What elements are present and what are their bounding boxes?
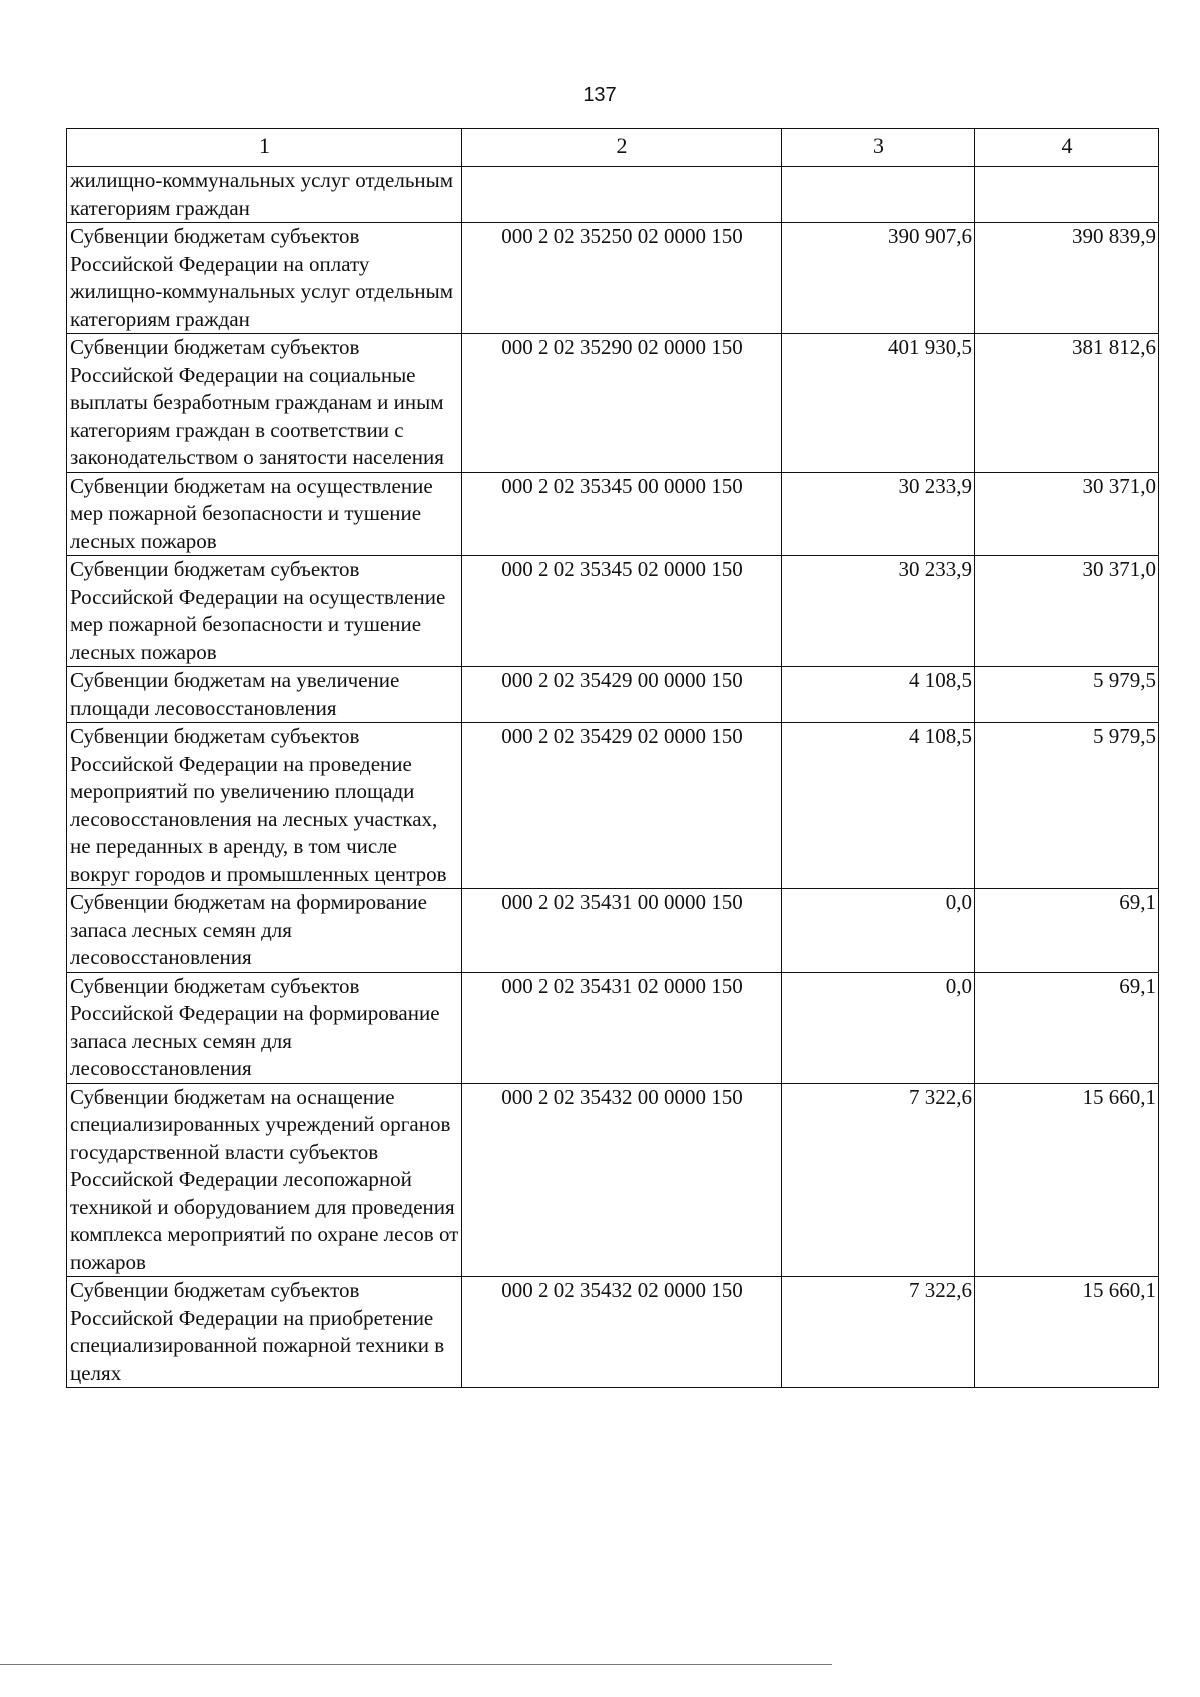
row-col3-cell: 4 108,5 [782, 667, 975, 723]
row-name-cell: Субвенции бюджетам на оснащение специализированных учреждений органов государственной власти субъектов Российской Федерации лесопожарной техникой и оборудованием для проведения комплекса мероприятий по охране лесов от пожаров [67, 1083, 462, 1277]
row-name-cell: Субвенции бюджетам субъектов Российской Федерации на формирование запаса лесных семян для лесовосстановления [67, 972, 462, 1083]
row-code-cell: 000 2 02 35431 02 0000 150 [462, 972, 782, 1083]
table-row [67, 1277, 1159, 1388]
column-header-4: 4 [975, 129, 1159, 167]
row-col4-cell: 15 660,1 [975, 1277, 1159, 1388]
row-name-cell: Субвенции бюджетам на увеличение площади лесовосстановления [67, 667, 462, 723]
table-row [67, 223, 1159, 334]
row-col4-cell: 69,1 [975, 972, 1159, 1083]
row-code-cell: 000 2 02 35250 02 0000 150 [462, 223, 782, 334]
row-col4-cell: 381 812,6 [975, 334, 1159, 473]
row-name-cell: Субвенции бюджетам субъектов Российской Федерации на осуществление мер пожарной безопасности и тушение лесных пожаров [67, 556, 462, 667]
row-col3-cell: 401 930,5 [782, 334, 975, 473]
row-code-cell: 000 2 02 35429 00 0000 150 [462, 667, 782, 723]
row-name-cell: Субвенции бюджетам субъектов Российской Федерации на оплату жилищно-коммунальных услуг отдельным категориям граждан [67, 223, 462, 334]
row-code-cell: 000 2 02 35432 00 0000 150 [462, 1083, 782, 1277]
budget-table [66, 128, 1159, 1388]
row-col3-cell: 390 907,6 [782, 223, 975, 334]
header-row [67, 129, 1159, 167]
column-header-3: 3 [782, 129, 975, 167]
row-name-cell: Субвенции бюджетам на формирование запаса лесных семян для лесовосстановления [67, 889, 462, 973]
row-name-cell: Субвенции бюджетам на осуществление мер пожарной безопасности и тушение лесных пожаров [67, 472, 462, 556]
row-code-cell: 000 2 02 35290 02 0000 150 [462, 334, 782, 473]
row-col4-cell [975, 167, 1159, 223]
row-col3-cell: 4 108,5 [782, 723, 975, 889]
row-name-cell: Субвенции бюджетам субъектов Российской Федерации на приобретение специализированной пожарной техники в целях [67, 1277, 462, 1388]
row-col3-cell: 0,0 [782, 972, 975, 1083]
page-number: 137 [583, 84, 617, 106]
row-col3-cell: 30 233,9 [782, 556, 975, 667]
row-col3-cell: 0,0 [782, 889, 975, 973]
row-col4-cell: 30 371,0 [975, 556, 1159, 667]
row-code-cell: 000 2 02 35345 02 0000 150 [462, 556, 782, 667]
table-row [67, 667, 1159, 723]
row-col4-cell: 69,1 [975, 889, 1159, 973]
row-col4-cell: 390 839,9 [975, 223, 1159, 334]
row-col3-cell: 30 233,9 [782, 472, 975, 556]
table-row [67, 723, 1159, 889]
row-code-cell: 000 2 02 35345 00 0000 150 [462, 472, 782, 556]
table-row [67, 167, 1159, 223]
footer-divider [0, 1664, 832, 1665]
row-code-cell: 000 2 02 35431 00 0000 150 [462, 889, 782, 973]
row-col4-cell: 5 979,5 [975, 723, 1159, 889]
table-row [67, 972, 1159, 1083]
row-code-cell: 000 2 02 35432 02 0000 150 [462, 1277, 782, 1388]
row-name-cell: жилищно-коммунальных услуг отдельным категориям граждан [67, 167, 462, 223]
row-col4-cell: 5 979,5 [975, 667, 1159, 723]
row-col3-cell: 7 322,6 [782, 1277, 975, 1388]
row-col3-cell: 7 322,6 [782, 1083, 975, 1277]
row-name-cell: Субвенции бюджетам субъектов Российской Федерации на проведение мероприятий по увеличению площади лесовосстановления на лесных участках, не переданных в аренду, в том числе вокруг городов и промышленных центров [67, 723, 462, 889]
column-header-2: 2 [462, 129, 782, 167]
row-code-cell [462, 167, 782, 223]
table-row [67, 889, 1159, 973]
row-col3-cell [782, 167, 975, 223]
table-row [67, 1083, 1159, 1277]
column-header-1: 1 [67, 129, 462, 167]
table-row [67, 472, 1159, 556]
row-name-cell: Субвенции бюджетам субъектов Российской Федерации на социальные выплаты безработным гражданам и иным категориям граждан в соответствии с законодательством о занятости населения [67, 334, 462, 473]
table-row [67, 556, 1159, 667]
table-row [67, 334, 1159, 473]
row-col4-cell: 15 660,1 [975, 1083, 1159, 1277]
row-code-cell: 000 2 02 35429 02 0000 150 [462, 723, 782, 889]
row-col4-cell: 30 371,0 [975, 472, 1159, 556]
